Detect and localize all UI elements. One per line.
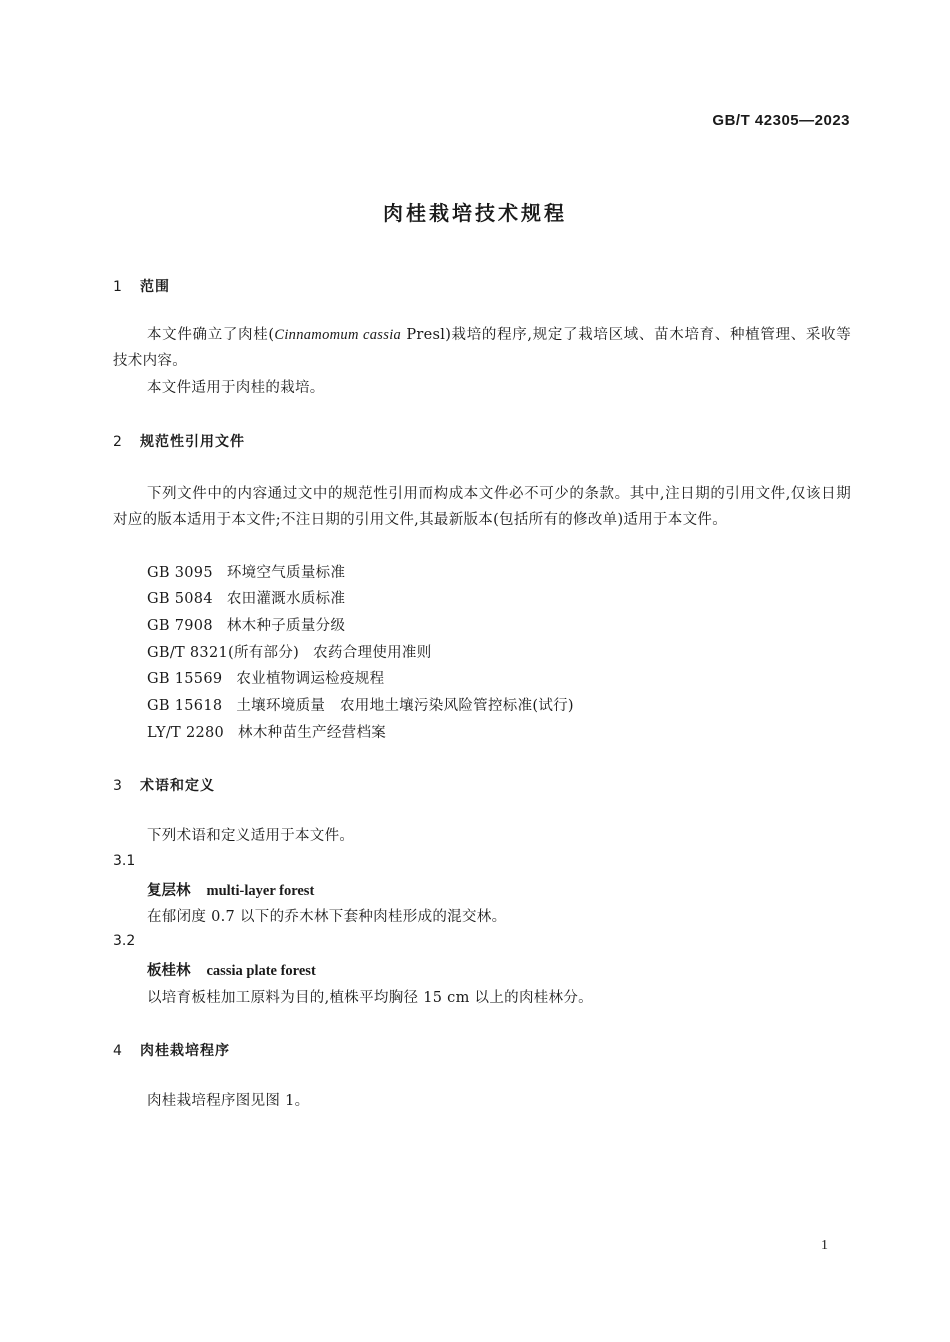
reference-item xyxy=(147,587,345,608)
reference-code: GB 7908 xyxy=(147,618,213,634)
section-number: 1 xyxy=(113,279,123,295)
reference-name: 农业植物调运检疫规程 xyxy=(236,671,385,687)
reference-name: 农田灌溉水质标准 xyxy=(226,591,346,607)
term-definition: 以培育板桂加工原料为目的,植株平均胸径 15 cm 以上的肉桂林分。 xyxy=(147,990,593,1006)
reference-name: 农药合理使用准则 xyxy=(313,645,432,661)
term-number: 3.1 xyxy=(113,853,136,869)
section-heading-terms xyxy=(113,775,215,795)
section-number: 3 xyxy=(113,778,123,794)
page-number: 1 xyxy=(821,1238,828,1253)
section-title: 范围 xyxy=(140,279,170,295)
paragraph-scope-1 xyxy=(113,322,851,374)
term-en: cassia plate forest xyxy=(206,963,316,979)
reference-name: 土壤环境质量 农用地土壤污染风险管控标准(试行) xyxy=(236,698,574,714)
paragraph-scope-2: 本文件适用于肉桂的栽培。 xyxy=(147,380,325,396)
reference-code: GB 3095 xyxy=(147,565,213,581)
reference-code: GB/T 8321(所有部分) xyxy=(147,645,300,661)
reference-item xyxy=(147,561,345,582)
reference-code: GB 15618 xyxy=(147,698,223,714)
section-number: 4 xyxy=(113,1043,123,1059)
reference-code: LY/T 2280 xyxy=(147,725,225,741)
page-title: 肉桂栽培技术规程 xyxy=(383,201,567,225)
section-title: 肉桂栽培程序 xyxy=(140,1043,230,1059)
term-en: multi-layer forest xyxy=(206,883,315,899)
section-title: 术语和定义 xyxy=(140,778,215,794)
paragraph-terms-intro: 下列术语和定义适用于本文件。 xyxy=(147,828,355,844)
reference-item xyxy=(147,721,386,742)
section-number: 2 xyxy=(113,434,123,450)
term-number: 3.2 xyxy=(113,933,136,949)
text-run: Presl)栽培的程序,规定了栽培区域、苗木培育、种植管理、采收等技术内容。 xyxy=(113,327,851,369)
latin-name: Cinnamomum cassia xyxy=(274,327,402,343)
paragraph-procedure: 肉桂栽培程序图见图 1。 xyxy=(147,1093,310,1109)
reference-code: GB 15569 xyxy=(147,671,223,687)
term-heading xyxy=(147,879,314,900)
reference-item xyxy=(147,694,574,715)
term-definition: 在郁闭度 0.7 以下的乔木林下套种肉桂形成的混交林。 xyxy=(147,909,507,925)
section-heading-procedure xyxy=(113,1040,230,1060)
reference-item xyxy=(147,667,384,688)
reference-name: 环境空气质量标准 xyxy=(226,565,346,581)
reference-item xyxy=(147,641,432,662)
term-zh: 复层林 xyxy=(147,882,191,899)
section-title: 规范性引用文件 xyxy=(140,434,245,450)
reference-name: 林木种子质量分级 xyxy=(226,618,346,634)
section-heading-scope xyxy=(113,276,170,296)
term-heading xyxy=(147,959,316,980)
section-heading-normative-references xyxy=(113,431,245,451)
reference-name: 林木种苗生产经营档案 xyxy=(238,725,387,741)
text-run: 本文件确立了肉桂( xyxy=(147,327,275,343)
paragraph-references-intro: 下列文件中的内容通过文中的规范性引用而构成本文件必不可少的条款。其中,注日期的引用文件,仅该日期对应的版本适用于本文件;不注日期的引用文件,其最新版本(包括所有的修改单)适用于本文件。 xyxy=(113,486,851,528)
term-zh: 板桂林 xyxy=(147,962,191,979)
reference-item xyxy=(147,614,345,635)
reference-code: GB 5084 xyxy=(147,591,213,607)
document-code: GB/T 42305—2023 xyxy=(712,112,850,129)
